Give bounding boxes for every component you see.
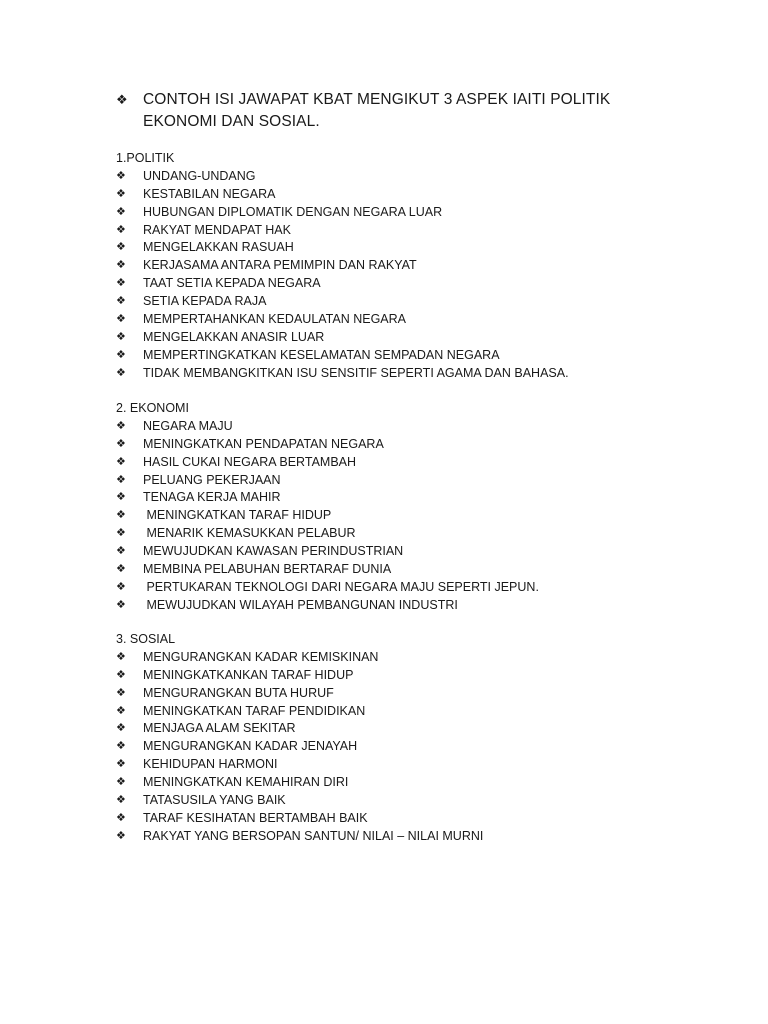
list-item-label: MENGURANGKAN KADAR JENAYAH (143, 739, 358, 754)
list-item (116, 579, 676, 597)
list-item-label: KEHIDUPAN HARMONI (143, 757, 278, 772)
list-item-label: HUBUNGAN DIPLOMATIK DENGAN NEGARA LUAR (143, 204, 443, 219)
list-item-label: RAKYAT MENDAPAT HAK (143, 222, 291, 237)
list-item (116, 454, 676, 472)
list-item-label: MEWUJUDKAN KAWASAN PERINDUSTRIAN (143, 544, 404, 559)
diamond-bullet-icon: ❖ (116, 811, 126, 824)
list-item (116, 204, 676, 222)
list-item (116, 275, 676, 293)
list-item (116, 418, 676, 436)
list-item (116, 365, 676, 383)
diamond-bullet-icon: ❖ (116, 563, 126, 576)
list-item-label: MENGURANGKAN BUTA HURUF (143, 685, 334, 700)
list-item-label: MENINGKATKAN PENDAPATAN NEGARA (143, 436, 384, 451)
list-item (116, 186, 676, 204)
list-item (116, 667, 676, 685)
diamond-bullet-icon: ❖ (116, 758, 126, 771)
list-item-label: PERTUKARAN TEKNOLOGI DARI NEGARA MAJU SEPERTI JEPUN. (143, 579, 539, 594)
diamond-bullet-icon: ❖ (116, 366, 126, 379)
list-item-label: SETIA KEPADA RAJA (143, 294, 267, 309)
list-item-label: KESTABILAN NEGARA (143, 186, 276, 201)
list-item-label: MEMPERTAHANKAN KEDAULATAN NEGARA (143, 312, 407, 327)
section-sosial (116, 631, 676, 846)
list-item-label: UNDANG-UNDANG (143, 168, 256, 183)
diamond-bullet-icon: ❖ (116, 722, 126, 735)
section-title-ekonomi: 2. EKONOMI (116, 401, 189, 415)
diamond-bullet-icon: ❖ (116, 419, 126, 432)
list-item (116, 810, 676, 828)
list-item (116, 239, 676, 257)
list-sosial (116, 649, 676, 846)
diamond-bullet-icon: ❖ (116, 259, 126, 272)
list-item-label: TATASUSILA YANG BAIK (143, 793, 286, 808)
list-item (116, 561, 676, 579)
heading-line-2: EKONOMI DAN SOSIAL. (143, 113, 320, 130)
list-item (116, 828, 676, 846)
section-title-politik: 1.POLITIK (116, 151, 175, 165)
list-item-label: TENAGA KERJA MAHIR (143, 490, 281, 505)
list-item (116, 525, 676, 543)
diamond-bullet-icon: ❖ (116, 187, 126, 200)
list-item (116, 347, 676, 365)
heading-line-1: CONTOH ISI JAWAPAT KBAT MENGIKUT 3 ASPEK IAITI POLITIK (143, 91, 611, 108)
diamond-bullet-icon: ❖ (116, 241, 126, 254)
list-item-label: MENINGKATKANKAN TARAF HIDUP (143, 667, 354, 682)
list-item (116, 329, 676, 347)
list-item (116, 257, 676, 275)
diamond-bullet-icon: ❖ (116, 437, 126, 450)
list-item-label: TARAF KESIHATAN BERTAMBAH BAIK (143, 810, 368, 825)
list-item-label: MENINGKATKAN KEMAHIRAN DIRI (143, 775, 349, 790)
section-title-sosial: 3. SOSIAL (116, 632, 176, 646)
list-item-label: MENGELAKKAN ANASIR LUAR (143, 329, 325, 344)
diamond-bullet-icon: ❖ (116, 704, 126, 717)
list-item-label: MENINGKATKAN TARAF HIDUP (143, 508, 332, 523)
list-item (116, 311, 676, 329)
diamond-bullet-icon: ❖ (116, 295, 126, 308)
diamond-bullet-icon: ❖ (116, 348, 126, 361)
diamond-bullet-icon: ❖ (116, 686, 126, 699)
diamond-bullet-icon: ❖ (116, 527, 126, 540)
list-item (116, 293, 676, 311)
list-item-label: RAKYAT YANG BERSOPAN SANTUN/ NILAI – NILAI MURNI (143, 828, 484, 843)
list-item-label: MENARIK KEMASUKKAN PELABUR (143, 526, 356, 541)
diamond-bullet-icon: ❖ (116, 330, 126, 343)
list-item (116, 703, 676, 721)
list-item-label: MEMBINA PELABUHAN BERTARAF DUNIA (143, 562, 392, 577)
list-item (116, 489, 676, 507)
section-ekonomi (116, 400, 676, 615)
diamond-bullet-icon: ❖ (116, 509, 126, 522)
list-item (116, 738, 676, 756)
diamond-bullet-icon: ❖ (116, 92, 128, 107)
diamond-bullet-icon: ❖ (116, 650, 126, 663)
diamond-bullet-icon: ❖ (116, 740, 126, 753)
diamond-bullet-icon: ❖ (116, 491, 126, 504)
list-item-label: PELUANG PEKERJAAN (143, 472, 281, 487)
list-item-label: MENGURANGKAN KADAR KEMISKINAN (143, 649, 379, 664)
list-item (116, 685, 676, 703)
diamond-bullet-icon: ❖ (116, 455, 126, 468)
list-item (116, 720, 676, 738)
list-item (116, 436, 676, 454)
list-item (116, 792, 676, 810)
diamond-bullet-icon: ❖ (116, 545, 126, 558)
list-item-label: MEMPERTINGKATKAN KESELAMATAN SEMPADAN NEGARA (143, 347, 500, 362)
diamond-bullet-icon: ❖ (116, 277, 126, 290)
diamond-bullet-icon: ❖ (116, 313, 126, 326)
diamond-bullet-icon: ❖ (116, 598, 126, 611)
diamond-bullet-icon: ❖ (116, 829, 126, 842)
diamond-bullet-icon: ❖ (116, 473, 126, 486)
list-item (116, 543, 676, 561)
heading-text (143, 89, 610, 133)
list-item-label: KERJASAMA ANTARA PEMIMPIN DAN RAKYAT (143, 258, 417, 273)
diamond-bullet-icon: ❖ (116, 794, 126, 807)
list-item-label: TAAT SETIA KEPADA NEGARA (143, 276, 321, 291)
diamond-bullet-icon: ❖ (116, 223, 126, 236)
list-item (116, 597, 676, 615)
list-item (116, 168, 676, 186)
list-politik (116, 168, 676, 383)
list-item-label: MENINGKATKAN TARAF PENDIDIKAN (143, 703, 366, 718)
list-item (116, 472, 676, 490)
list-item (116, 507, 676, 525)
list-item (116, 774, 676, 792)
list-ekonomi (116, 418, 676, 615)
list-item-label: HASIL CUKAI NEGARA BERTAMBAH (143, 454, 357, 469)
section-politik (116, 150, 676, 383)
list-item (116, 222, 676, 240)
diamond-bullet-icon: ❖ (116, 205, 126, 218)
diamond-bullet-icon: ❖ (116, 776, 126, 789)
list-item-label: MENGELAKKAN RASUAH (143, 240, 294, 255)
list-item (116, 649, 676, 667)
document-heading (116, 89, 636, 133)
diamond-bullet-icon: ❖ (116, 580, 126, 593)
diamond-bullet-icon: ❖ (116, 668, 126, 681)
list-item-label: TIDAK MEMBANGKITKAN ISU SENSITIF SEPERTI AGAMA DAN BAHASA. (143, 365, 569, 380)
list-item-label: MENJAGA ALAM SEKITAR (143, 721, 296, 736)
list-item (116, 756, 676, 774)
list-item-label: NEGARA MAJU (143, 418, 233, 433)
list-item-label: MEWUJUDKAN WILAYAH PEMBANGUNAN INDUSTRI (143, 597, 458, 612)
diamond-bullet-icon: ❖ (116, 169, 126, 182)
